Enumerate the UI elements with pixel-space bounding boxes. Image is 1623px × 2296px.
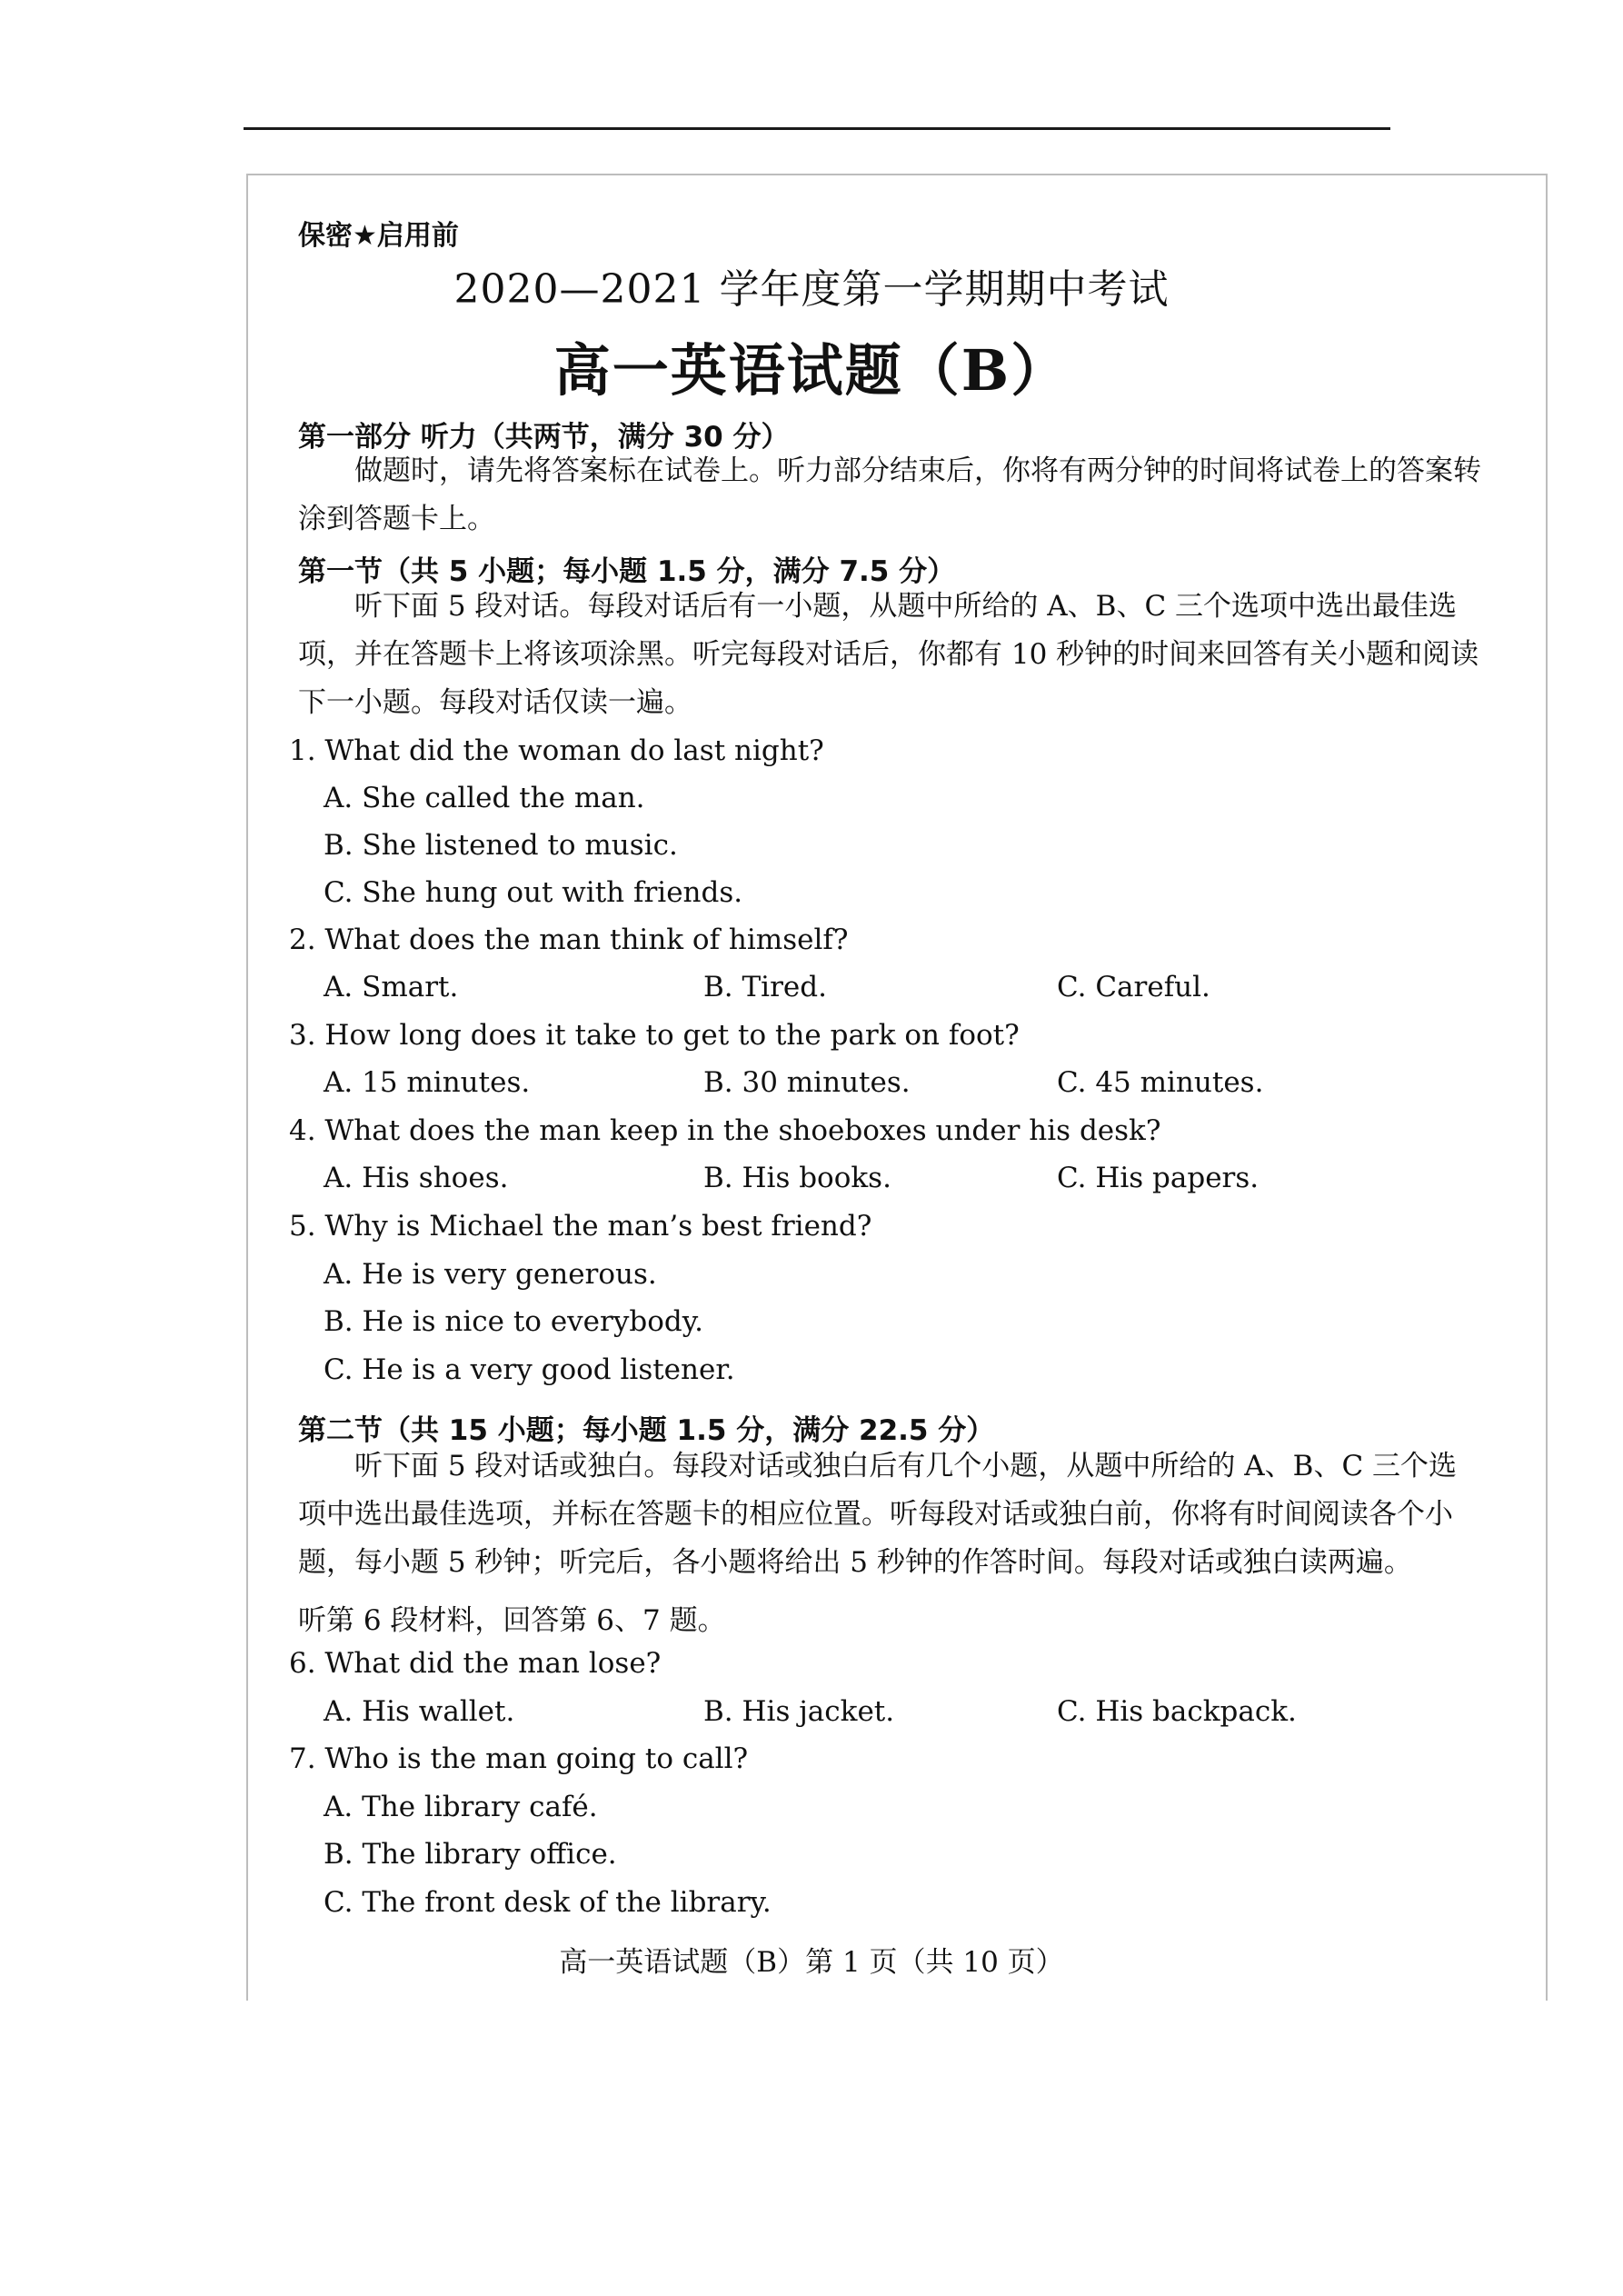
section1-instructions: 听下面 5 段对话。每段对话后有一小题，从题中所给的 A、B、C 三个选项中选出最佳选项，并在答题卡上将该项涂黑。听完每段对话后，你都有 10 秒钟的时间来回答有关小题和阅读下一小题。每段对话仅读一遍。 xyxy=(298,590,1479,719)
q2-option-c[interactable]: C. Careful. xyxy=(1057,971,1210,1003)
exam-term: 2020—2021 学年度第一学期期中考试 xyxy=(453,266,1170,313)
q6-option-b[interactable]: B. His jacket. xyxy=(703,1695,895,1728)
q3-option-c[interactable]: C. 45 minutes. xyxy=(1057,1066,1264,1099)
q1-option-c[interactable]: C. She hung out with friends. xyxy=(324,876,743,909)
section1-heading: 第一节（共 5 小题；每小题 1.5 分，满分 7.5 分） xyxy=(298,555,956,588)
page-footer: 高一英语试题（B）第 1 页（共 10 页） xyxy=(559,1946,1064,1979)
question-6: 6. What did the man lose? xyxy=(289,1647,662,1680)
q4-option-b[interactable]: B. His books. xyxy=(703,1162,891,1194)
section2-instructions: 听下面 5 段对话或独白。每段对话或独白后有几个小题，从题中所给的 A、B、C 三个选项中选出最佳选项，并标在答题卡的相应位置。听每段对话或独白前，你将有时间阅读各个小题，每小题 5 秒钟；听完后，各小题将给出 5 秒钟的作答时间。每段对话或独白读两遍。 xyxy=(298,1450,1458,1579)
q3-option-a[interactable]: A. 15 minutes. xyxy=(324,1066,531,1099)
q5-option-a[interactable]: A. He is very generous. xyxy=(324,1258,657,1291)
question-7: 7. Who is the man going to call? xyxy=(289,1742,749,1775)
q7-option-b[interactable]: B. The library office. xyxy=(324,1838,617,1871)
q5-option-c[interactable]: C. He is a very good listener. xyxy=(324,1353,735,1386)
question-3: 3. How long does it take to get to the park on foot? xyxy=(289,1019,1020,1052)
confidential-label: 保密★启用前 xyxy=(298,220,459,252)
q4-option-c[interactable]: C. His papers. xyxy=(1057,1162,1260,1194)
q3-option-b[interactable]: B. 30 minutes. xyxy=(703,1066,911,1099)
q1-option-b[interactable]: B. She listened to music. xyxy=(324,829,678,862)
exam-title: 高一英语试题（B） xyxy=(553,337,1070,404)
q2-option-b[interactable]: B. Tired. xyxy=(703,971,827,1003)
q1-option-a[interactable]: A. She called the man. xyxy=(324,782,645,814)
question-4: 4. What does the man keep in the shoeboxes under his desk? xyxy=(289,1114,1161,1147)
q2-option-a[interactable]: A. Smart. xyxy=(324,971,459,1003)
q6-option-c[interactable]: C. His backpack. xyxy=(1057,1695,1297,1728)
question-2: 2. What does the man think of himself? xyxy=(289,923,849,956)
question-5: 5. Why is Michael the man’s best friend? xyxy=(289,1210,872,1243)
q5-option-b[interactable]: B. He is nice to everybody. xyxy=(324,1305,703,1338)
part1-instructions: 做题时，请先将答案标在试卷上。听力部分结束后，你将有两分钟的时间将试卷上的答案转涂到答题卡上。 xyxy=(298,454,1481,535)
question-1: 1. What did the woman do last night? xyxy=(289,734,824,767)
section2-heading: 第二节（共 15 小题；每小题 1.5 分，满分 22.5 分） xyxy=(298,1414,995,1447)
q6-option-a[interactable]: A. His wallet. xyxy=(324,1695,515,1728)
material-note: 听第 6 段材料，回答第 6、7 题。 xyxy=(298,1604,726,1637)
q7-option-c[interactable]: C. The front desk of the library. xyxy=(324,1886,772,1919)
part1-heading: 第一部分 听力（共两节，满分 30 分） xyxy=(298,421,790,454)
q7-option-a[interactable]: A. The library café. xyxy=(324,1791,598,1823)
top-rule xyxy=(244,127,1390,130)
q4-option-a[interactable]: A. His shoes. xyxy=(324,1162,509,1194)
